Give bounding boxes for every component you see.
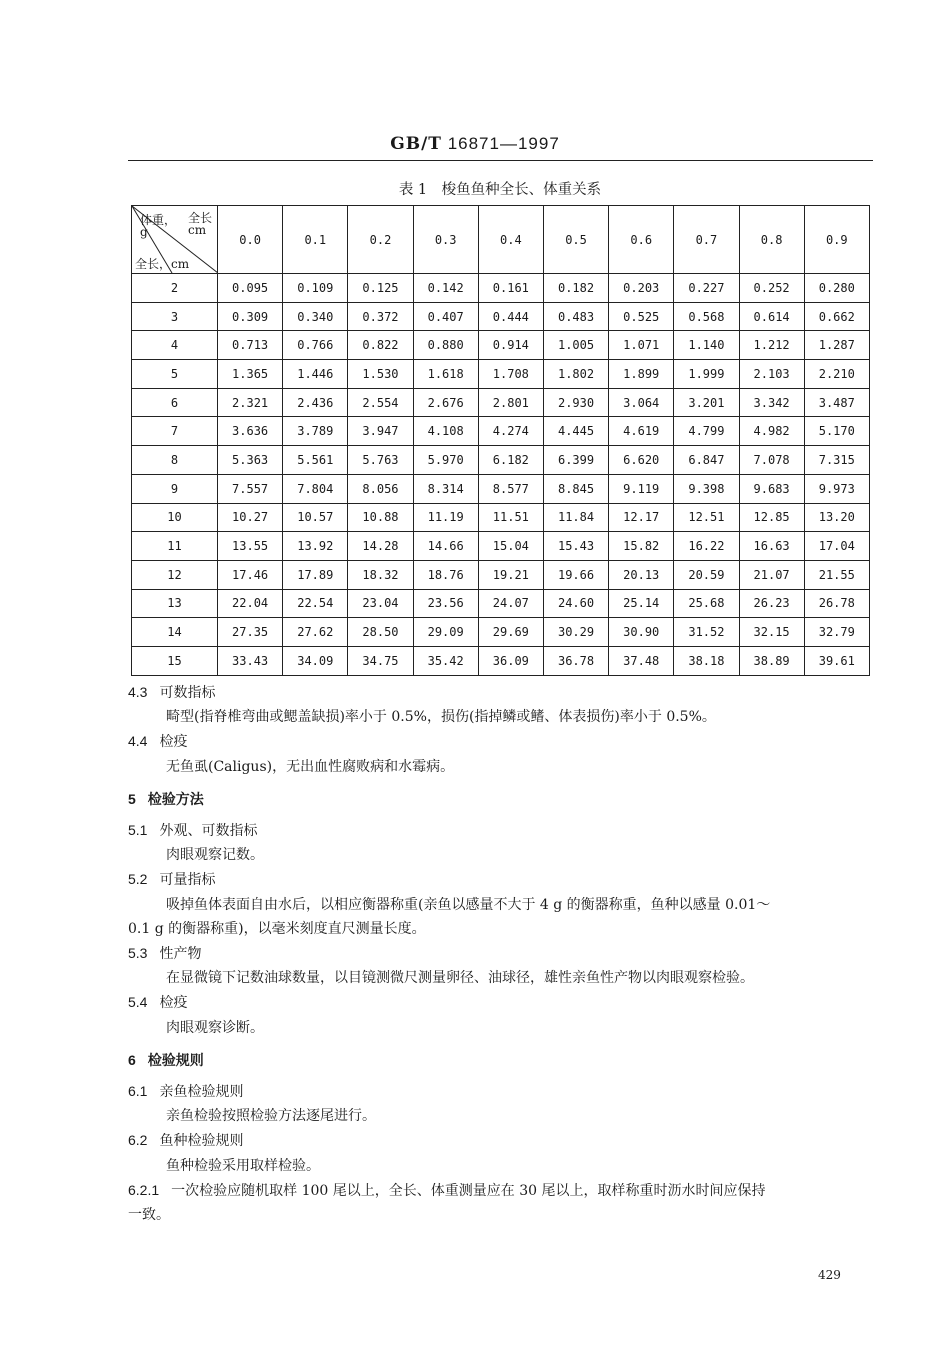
weight-cell: 1.530 (348, 360, 413, 389)
section-6-1-heading: 6.1 亲鱼检验规则 (128, 1083, 244, 1101)
section-5-4-text: 肉眼观察诊断。 (166, 1019, 264, 1036)
corner-row-label: 全长，cm (135, 257, 190, 271)
weight-cell: 15.43 (543, 532, 608, 561)
weight-cell: 36.78 (543, 646, 608, 675)
weight-cell: 3.636 (218, 417, 283, 446)
weight-cell: 12.17 (609, 503, 674, 532)
weight-cell: 7.315 (804, 446, 869, 475)
weight-cell: 34.75 (348, 646, 413, 675)
row-length-cell: 13 (132, 589, 218, 618)
section-5-3-heading: 5.3 性产物 (128, 945, 202, 963)
weight-cell: 18.32 (348, 560, 413, 589)
weight-cell: 22.54 (283, 589, 348, 618)
weight-cell: 0.340 (283, 302, 348, 331)
section-5-1-heading: 5.1 外观、可数指标 (128, 822, 258, 840)
weight-cell: 5.561 (283, 446, 348, 475)
weight-cell: 15.82 (609, 532, 674, 561)
col-header: 0.1 (283, 206, 348, 274)
weight-cell: 15.04 (478, 532, 543, 561)
table-row (132, 274, 870, 303)
weight-cell: 27.62 (283, 618, 348, 647)
weight-cell: 23.04 (348, 589, 413, 618)
weight-cell: 9.398 (674, 474, 739, 503)
weight-cell: 0.568 (674, 302, 739, 331)
weight-cell: 5.970 (413, 446, 478, 475)
weight-cell: 0.161 (478, 274, 543, 303)
col-header: 0.7 (674, 206, 739, 274)
row-length-cell: 7 (132, 417, 218, 446)
weight-cell: 0.227 (674, 274, 739, 303)
table-row (132, 589, 870, 618)
weight-cell: 8.845 (543, 474, 608, 503)
weight-cell: 2.436 (283, 388, 348, 417)
weight-cell: 14.28 (348, 532, 413, 561)
weight-cell: 11.84 (543, 503, 608, 532)
corner-weight-label: 体重，g (140, 213, 177, 239)
section-4-3-heading: 4.3 可数指标 (128, 684, 216, 701)
section-6-2-1-text-line2: 一致。 (128, 1207, 170, 1224)
weight-cell: 7.078 (739, 446, 804, 475)
weight-cell: 26.78 (804, 589, 869, 618)
weight-cell: 0.713 (218, 331, 283, 360)
weight-cell: 0.662 (804, 302, 869, 331)
weight-cell: 27.35 (218, 618, 283, 647)
weight-cell: 4.982 (739, 417, 804, 446)
weight-cell: 1.708 (478, 360, 543, 389)
weight-cell: 0.914 (478, 331, 543, 360)
row-length-cell: 2 (132, 274, 218, 303)
weight-cell: 20.59 (674, 560, 739, 589)
weight-cell: 24.07 (478, 589, 543, 618)
weight-cell: 0.766 (283, 331, 348, 360)
weight-cell: 0.109 (283, 274, 348, 303)
body-text (128, 680, 873, 1227)
row-length-cell: 9 (132, 474, 218, 503)
section-6-2-heading: 6.2 鱼种检验规则 (128, 1132, 244, 1150)
weight-cell: 1.802 (543, 360, 608, 389)
weight-cell: 0.203 (609, 274, 674, 303)
section-4-4-text: 无鱼虱(Caligus)，无出血性腐败病和水霉病。 (166, 758, 455, 775)
weight-cell: 4.108 (413, 417, 478, 446)
row-length-cell: 5 (132, 360, 218, 389)
weight-cell: 6.847 (674, 446, 739, 475)
corner-column-label: 全长 cm (188, 211, 213, 237)
weight-cell: 2.930 (543, 388, 608, 417)
weight-cell: 9.119 (609, 474, 674, 503)
weight-cell: 37.48 (609, 646, 674, 675)
weight-cell: 21.07 (739, 560, 804, 589)
table-row (132, 417, 870, 446)
weight-cell: 1.212 (739, 331, 804, 360)
weight-cell: 0.880 (413, 331, 478, 360)
weight-cell: 2.321 (218, 388, 283, 417)
weight-cell: 39.61 (804, 646, 869, 675)
weight-cell: 4.445 (543, 417, 608, 446)
weight-cell: 33.43 (218, 646, 283, 675)
standard-prefix: GB/T (390, 134, 442, 154)
weight-cell: 30.29 (543, 618, 608, 647)
length-weight-table (131, 205, 870, 676)
weight-cell: 29.09 (413, 618, 478, 647)
table-row (132, 388, 870, 417)
weight-cell: 36.09 (478, 646, 543, 675)
section-5-2-text-line1: 吸掉鱼体表面自由水后，以相应衡器称重(亲鱼以感量不大于 4 g 的衡器称重，鱼种以感量 0.01～ (166, 896, 771, 913)
weight-cell: 19.66 (543, 560, 608, 589)
weight-cell: 5.763 (348, 446, 413, 475)
row-length-cell: 8 (132, 446, 218, 475)
weight-cell: 2.554 (348, 388, 413, 417)
weight-cell: 0.525 (609, 302, 674, 331)
weight-cell: 3.487 (804, 388, 869, 417)
weight-cell: 12.85 (739, 503, 804, 532)
weight-cell: 2.801 (478, 388, 543, 417)
weight-cell: 31.52 (674, 618, 739, 647)
row-length-cell: 4 (132, 331, 218, 360)
weight-cell: 0.182 (543, 274, 608, 303)
section-5-2-heading: 5.2 可量指标 (128, 871, 216, 889)
section-4-3-text: 畸型(指脊椎弯曲或鳃盖缺损)率小于 0.5%，损伤(指掉鳞或鳍、体表损伤)率小于 0.5%。 (166, 709, 716, 726)
weight-cell: 0.309 (218, 302, 283, 331)
weight-cell: 0.444 (478, 302, 543, 331)
col-header: 0.5 (543, 206, 608, 274)
table-row (132, 646, 870, 675)
col-header: 0.9 (804, 206, 869, 274)
section-5-heading: 5 检验方法 (128, 790, 204, 808)
weight-cell: 0.252 (739, 274, 804, 303)
table-caption: 表 1 梭鱼鱼种全长、体重关系 (398, 182, 602, 198)
weight-cell: 12.51 (674, 503, 739, 532)
row-length-cell: 10 (132, 503, 218, 532)
weight-cell: 35.42 (413, 646, 478, 675)
weight-cell: 25.68 (674, 589, 739, 618)
weight-cell: 1.140 (674, 331, 739, 360)
section-6-heading: 6 检验规则 (128, 1051, 204, 1069)
weight-cell: 3.947 (348, 417, 413, 446)
col-header: 0.6 (609, 206, 674, 274)
col-header: 0.3 (413, 206, 478, 274)
weight-cell: 10.57 (283, 503, 348, 532)
row-length-cell: 12 (132, 560, 218, 589)
weight-cell: 11.19 (413, 503, 478, 532)
weight-cell: 0.095 (218, 274, 283, 303)
weight-cell: 34.09 (283, 646, 348, 675)
weight-cell: 2.103 (739, 360, 804, 389)
weight-cell: 8.314 (413, 474, 478, 503)
weight-cell: 32.15 (739, 618, 804, 647)
weight-cell: 1.618 (413, 360, 478, 389)
table-row (132, 331, 870, 360)
weight-cell: 24.60 (543, 589, 608, 618)
document-header (0, 134, 950, 154)
col-header: 0.8 (739, 206, 804, 274)
table-row (132, 618, 870, 647)
weight-cell: 38.89 (739, 646, 804, 675)
weight-cell: 1.446 (283, 360, 348, 389)
row-length-cell: 15 (132, 646, 218, 675)
weight-cell: 16.63 (739, 532, 804, 561)
table-row (132, 532, 870, 561)
weight-cell: 0.142 (413, 274, 478, 303)
weight-cell: 0.407 (413, 302, 478, 331)
weight-cell: 17.46 (218, 560, 283, 589)
section-6-1-text: 亲鱼检验按照检验方法逐尾进行。 (166, 1108, 376, 1125)
weight-cell: 0.822 (348, 331, 413, 360)
weight-cell: 0.372 (348, 302, 413, 331)
section-5-2-text-line2: 0.1 g 的衡器称重)，以毫米刻度直尺测量长度。 (128, 920, 426, 937)
weight-cell: 1.071 (609, 331, 674, 360)
weight-cell: 1.899 (609, 360, 674, 389)
section-6-2-text: 鱼种检验采用取样检验。 (166, 1157, 320, 1174)
weight-cell: 3.201 (674, 388, 739, 417)
weight-cell: 8.056 (348, 474, 413, 503)
weight-cell: 28.50 (348, 618, 413, 647)
section-5-4-heading: 5.4 检疫 (128, 994, 188, 1012)
weight-cell: 1.999 (674, 360, 739, 389)
weight-cell: 23.56 (413, 589, 478, 618)
weight-cell: 0.614 (739, 302, 804, 331)
section-5-3-text: 在显微镜下记数油球数量，以目镜测微尺测量卵径、油球径，雄性亲鱼性产物以肉眼观察检验。 (166, 970, 754, 987)
weight-cell: 2.210 (804, 360, 869, 389)
weight-cell: 0.280 (804, 274, 869, 303)
table-row (132, 503, 870, 532)
weight-cell: 19.21 (478, 560, 543, 589)
row-length-cell: 14 (132, 618, 218, 647)
weight-cell: 6.182 (478, 446, 543, 475)
weight-cell: 6.620 (609, 446, 674, 475)
weight-cell: 20.13 (609, 560, 674, 589)
weight-cell: 38.18 (674, 646, 739, 675)
weight-cell: 2.676 (413, 388, 478, 417)
section-4-4-heading: 4.4 检疫 (128, 733, 188, 751)
weight-cell: 29.69 (478, 618, 543, 647)
header-rule (128, 160, 873, 161)
weight-cell: 22.04 (218, 589, 283, 618)
weight-cell: 7.557 (218, 474, 283, 503)
weight-cell: 26.23 (739, 589, 804, 618)
table-row (132, 474, 870, 503)
weight-cell: 5.363 (218, 446, 283, 475)
weight-cell: 5.170 (804, 417, 869, 446)
weight-cell: 0.483 (543, 302, 608, 331)
weight-cell: 11.51 (478, 503, 543, 532)
weight-cell: 13.20 (804, 503, 869, 532)
weight-cell: 14.66 (413, 532, 478, 561)
table-header-row (132, 206, 870, 274)
table-row (132, 302, 870, 331)
weight-cell: 13.55 (218, 532, 283, 561)
weight-cell: 9.973 (804, 474, 869, 503)
weight-cell: 10.27 (218, 503, 283, 532)
weight-cell: 17.04 (804, 532, 869, 561)
weight-cell: 7.804 (283, 474, 348, 503)
weight-cell: 18.76 (413, 560, 478, 589)
weight-cell: 21.55 (804, 560, 869, 589)
weight-cell: 8.577 (478, 474, 543, 503)
weight-cell: 4.274 (478, 417, 543, 446)
col-header: 0.2 (348, 206, 413, 274)
table-corner-cell (132, 206, 218, 274)
weight-cell: 25.14 (609, 589, 674, 618)
col-header: 0.0 (218, 206, 283, 274)
page-number: 429 (818, 1268, 841, 1282)
row-length-cell: 3 (132, 302, 218, 331)
section-6-2-1-text-line1: 6.2.1 一次检验应随机取样 100 尾以上，全长、体重测量应在 30 尾以上，取样称重时沥水时间应保持 (128, 1181, 766, 1199)
weight-cell: 9.683 (739, 474, 804, 503)
standard-code: 16871—1997 (447, 134, 560, 153)
weight-cell: 10.88 (348, 503, 413, 532)
table-row (132, 560, 870, 589)
weight-cell: 3.342 (739, 388, 804, 417)
row-length-cell: 11 (132, 532, 218, 561)
weight-cell: 1.005 (543, 331, 608, 360)
weight-cell: 30.90 (609, 618, 674, 647)
weight-cell: 17.89 (283, 560, 348, 589)
weight-cell: 3.789 (283, 417, 348, 446)
weight-cell: 4.799 (674, 417, 739, 446)
weight-cell: 3.064 (609, 388, 674, 417)
weight-cell: 0.125 (348, 274, 413, 303)
weight-cell: 1.287 (804, 331, 869, 360)
weight-cell: 6.399 (543, 446, 608, 475)
weight-cell: 13.92 (283, 532, 348, 561)
weight-cell: 4.619 (609, 417, 674, 446)
col-header: 0.4 (478, 206, 543, 274)
row-length-cell: 6 (132, 388, 218, 417)
weight-cell: 16.22 (674, 532, 739, 561)
table-body (132, 274, 870, 676)
section-5-1-text: 肉眼观察记数。 (166, 847, 264, 864)
weight-cell: 32.79 (804, 618, 869, 647)
table-row (132, 446, 870, 475)
weight-cell: 1.365 (218, 360, 283, 389)
table-row (132, 360, 870, 389)
